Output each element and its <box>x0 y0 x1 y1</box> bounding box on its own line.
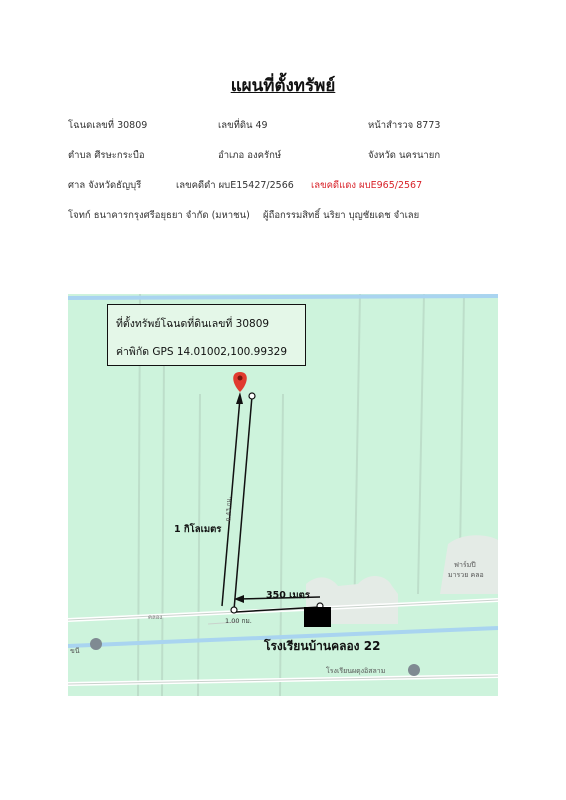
school-marker <box>304 607 331 627</box>
poi-right-line2: มารวย คลอ <box>448 571 484 579</box>
horizontal-distance-label: 350 เมตร <box>266 590 310 601</box>
top-road <box>68 296 498 298</box>
survey-page: หน้าสำรวจ 8773 <box>368 120 441 131</box>
vertical-small-label: 0.43 กม. <box>225 496 233 522</box>
land-number: เลขที่ดิน 49 <box>218 120 268 131</box>
province: จังหวัด นครนายก <box>368 150 441 161</box>
school-label: โรงเรียนบ้านคลอง 22 <box>264 639 381 653</box>
page-title: แผนที่ตั้งทรัพย์ <box>230 76 336 96</box>
plaintiff: โจทก์ ธนาคารกรุงศรีอยุธยา จำกัด (มหาชน) <box>68 210 250 221</box>
vertical-distance-label: 1 กิโลเมตร <box>174 524 222 535</box>
location-pin-icon <box>233 372 247 392</box>
road-label-left: คลอง <box>148 614 163 621</box>
district: อำเภอ องครักษ์ <box>218 150 282 161</box>
road-distance-small: 1.00 กม. <box>225 617 252 625</box>
poi-right-line1: ฟาร์มปี <box>454 561 476 569</box>
poi-left: ขนี <box>70 647 80 655</box>
gps-coordinates: ค่าพิกัด GPS 14.01002,100.99329 <box>116 346 288 358</box>
location-map[interactable] <box>68 294 498 696</box>
owner: ผู้ถือกรรมสิทธิ์ นริยา บุญชัยเดช จำเลย <box>263 210 420 221</box>
property-deed-label: ที่ตั้งทรัพย์โฉนดที่ดินเลขที่ 30809 <box>116 318 270 330</box>
court: ศาล จังหวัดธัญบุรี <box>68 180 142 191</box>
temple-icon <box>90 638 102 650</box>
property-point <box>249 393 255 399</box>
vertical-arrowhead <box>236 392 243 404</box>
red-case-number: เลขคดีแดง ผบE965/2567 <box>311 180 423 191</box>
poi-bottom: โรงเรียนผดุงอิสลาม <box>326 667 386 675</box>
property-info-box <box>107 304 306 366</box>
black-case-number: เลขคดีดำ ผบE15427/2566 <box>176 180 294 191</box>
subdistrict: ตำบล ศีรษะกระบือ <box>68 150 145 161</box>
school-poi-icon <box>408 664 420 676</box>
deed-number: โฉนดเลขที่ 30809 <box>68 120 148 131</box>
